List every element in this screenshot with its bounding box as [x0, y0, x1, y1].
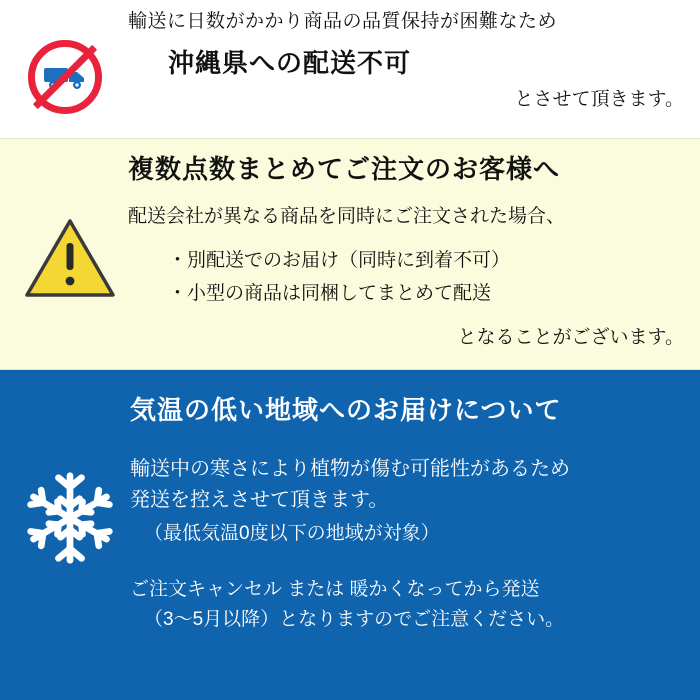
- okinawa-text-block: [128, 8, 684, 113]
- cold-region-note: （最低気温0度以下の地域が対象）: [144, 523, 440, 545]
- list-item: ・別配送でのお届け（同時に到着不可）: [168, 249, 511, 271]
- okinawa-line3: とさせて頂きます。: [514, 88, 684, 110]
- cold-region-paragraph2: 発送を控えさせて頂きます。: [130, 489, 389, 512]
- snowflake-icon: [22, 470, 118, 566]
- multiple-items-section: [0, 138, 700, 370]
- multiple-items-title: 複数点数まとめてご注文のお客様へ: [128, 154, 561, 184]
- multiple-items-tail: となることがございます。: [457, 327, 684, 349]
- cold-region-section: [0, 370, 700, 700]
- cold-region-title: 気温の低い地域へのお届けについて: [130, 395, 562, 425]
- multiple-items-bullet-list: [128, 244, 684, 311]
- multiple-items-subtitle: 配送会社が異なる商品を同時にご注文された場合、: [128, 206, 566, 228]
- okinawa-notice-section: [0, 0, 700, 138]
- warning-triangle-icon: [24, 217, 116, 303]
- list-item: ・小型の商品は同梱してまとめて配送: [168, 283, 492, 305]
- cold-region-paragraph4: （3〜5月以降）となりますのでご注意ください。: [144, 609, 565, 631]
- cold-region-text-block: [130, 392, 686, 636]
- cold-region-paragraph1: 輸送中の寒さにより植物が傷む可能性があるため: [130, 458, 570, 481]
- okinawa-headline: 沖縄県への配送不可: [168, 47, 412, 78]
- no-truck-icon: [18, 34, 114, 130]
- multiple-items-text-block: [128, 151, 684, 349]
- cold-region-paragraph3: ご注文キャンセル または 暖かくなってから発送: [130, 578, 540, 600]
- okinawa-line1: 輸送に日数がかかり商品の品質保持が困難なため: [128, 11, 558, 32]
